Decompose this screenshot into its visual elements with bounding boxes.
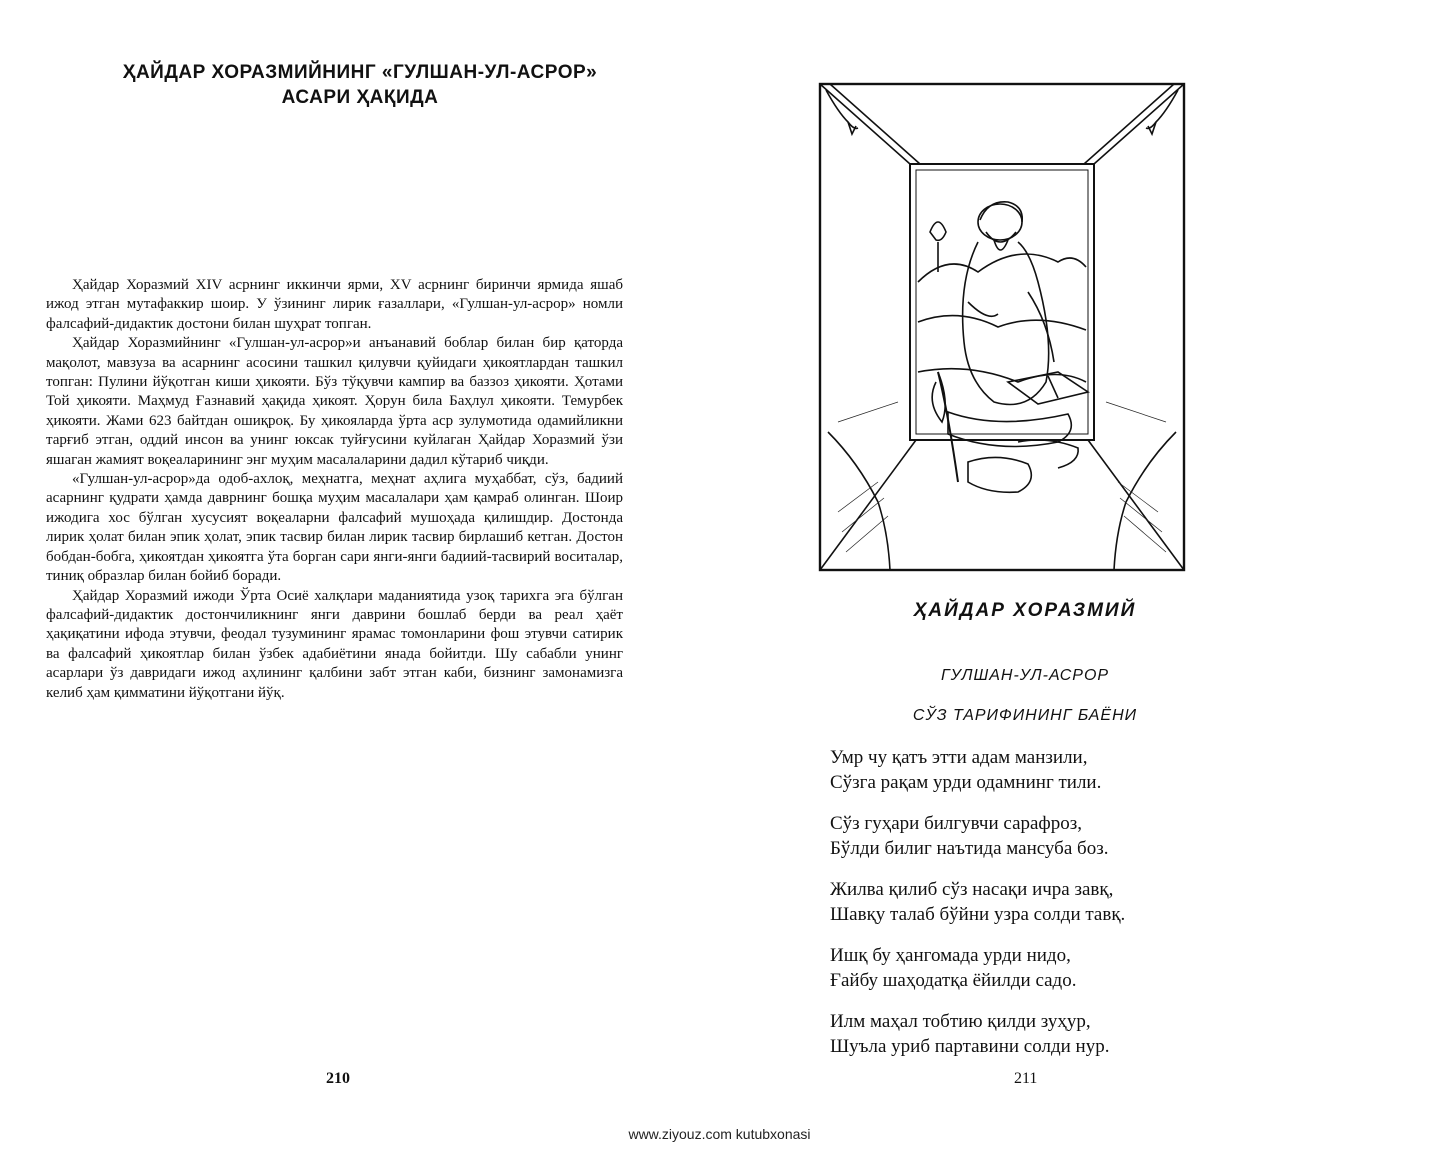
stanza	[830, 877, 1230, 927]
author-name: ҲАЙДАР ХОРАЗМИЙ	[913, 600, 1137, 621]
poet-portrait-drawing-icon	[818, 82, 1186, 572]
paragraph-1: Ҳайдар Хоразмий XIV асрнинг иккинчи ярми, XV асрнинг биринчи ярмида яшаб ижод этган мутафаккир шоир. У ўзининг лирик ғазаллари, «Гулшан-ул-асрор» номли фалсафий-дидактик достони билан шуҳрат топган.	[46, 277, 623, 332]
verse-line: Жилва қилиб сўз насақи ичра завқ,	[830, 879, 1114, 900]
work-title: ГУЛШАН-УЛ-АСРОР	[940, 667, 1110, 684]
stanza	[830, 811, 1230, 861]
verse-line: Сўзга рақам урди одамнинг тили.	[830, 772, 1102, 793]
verse-line: Шавқу талаб бўйни узра солди тавқ.	[830, 904, 1126, 925]
title-line-2: АСАРИ ҲАҚИДА	[281, 87, 439, 108]
stanza	[830, 943, 1230, 993]
verse-line: Ғайбу шаҳодатқа ёйилди садо.	[830, 970, 1077, 991]
page-number-left: 210	[326, 1070, 350, 1087]
verse-line: Умр чу қатъ этти адам манзили,	[830, 747, 1088, 768]
verse-line: Илм маҳал тобтию қилди зуҳур,	[830, 1011, 1091, 1032]
verse-line: Бўлди билиг наътида мансуба боз.	[830, 838, 1109, 859]
poem	[830, 745, 1230, 1075]
title-line-1: ҲАЙДАР ХОРАЗМИЙНИНГ «ГУЛШАН-УЛ-АСРОР»	[122, 62, 598, 83]
verse-line: Ишқ бу ҳангомада урди нидо,	[830, 945, 1071, 966]
paragraph-4: Ҳайдар Хоразмий ижоди Ўрта Осиё халқлари маданиятида узоқ тарихга эга бўлган фалсафий-дидактик достончиликнинг янги даврини бошлаб берди ва реал ҳаёт ҳақиқатини ифода этувчи, феодал тузумининг ярамас томонларини фош этувчи сатирик ва фалсафий ҳикоятлар билан ўзбек адабиётини янада бойитди. Шу сабабли унинг асарлари ўз давридаги ижод аҳлининг қалбини забт этган каби, бизнинг замонамизга келиб ҳам қимматини йўқотгани йўқ.	[46, 587, 623, 701]
stanza	[830, 745, 1230, 795]
stanza	[830, 1009, 1230, 1059]
paragraph-3: «Гулшан-ул-асрор»да одоб-ахлоқ, меҳнатга, меҳнат аҳлига муҳаббат, сўз, бадиий асарнинг қудрати ҳамда даврнинг бошқа муҳим масалалари ҳам қамраб олинган. Шоир ижодига хос бўлган хусусият воқеаларни фалсафий мушоҳада қилишдир. Достонда лирик ҳолат билан эпик ҳолат, эпик тасвир билан лирик тасвир бирлашиб кетган. Достон бобдан-бобга, ҳикоятдан ҳикоятга ўта борган сари янги-янги бадиий-тасвирий воситалар, тиниқ образлар билан бойиб боради.	[46, 471, 623, 585]
page-number-right: 211	[1014, 1070, 1038, 1087]
verse-line: Шуъла уриб партавини солди нур.	[830, 1036, 1110, 1057]
section-title: СЎЗ ТАРИФИНИНГ БАЁНИ	[912, 707, 1138, 724]
paragraph-2: Ҳайдар Хоразмийнинг «Гулшан-ул-асрор»и анъанавий боблар билан бир қаторда мақолот, мавзуза ва асарнинг асосини ташкил қилувчи қуйидаги ҳикоятлардан ташкил топган: Пулини йўқотган киши ҳикояти. Бўз тўқувчи кампир ва баззоз ҳикояти. Ҳотами Той ҳикояти. Маҳмуд Ғазнавий ҳақида ҳикоят. Ҳорун била Баҳлул ҳикояти. Темурбек ҳикояти. Жами 623 байтдан ошиқроқ. Бу ҳикояларда ўрта аср зулумотида одамийликни тарғиб этган, оддий инсон ва унинг юксак туйғусини куйлаган Ҳайдар Хоразмий ўзи яшаган жамият воқеаларининг энг муҳим масалаларини дадил кўтариб чиқди.	[46, 335, 623, 468]
footer-credit: www.ziyouz.com kutubxonasi	[628, 1126, 811, 1142]
left-page-title	[40, 60, 680, 110]
left-page-body	[46, 276, 623, 703]
verse-line: Сўз гуҳари билгувчи сарафроз,	[830, 813, 1083, 834]
